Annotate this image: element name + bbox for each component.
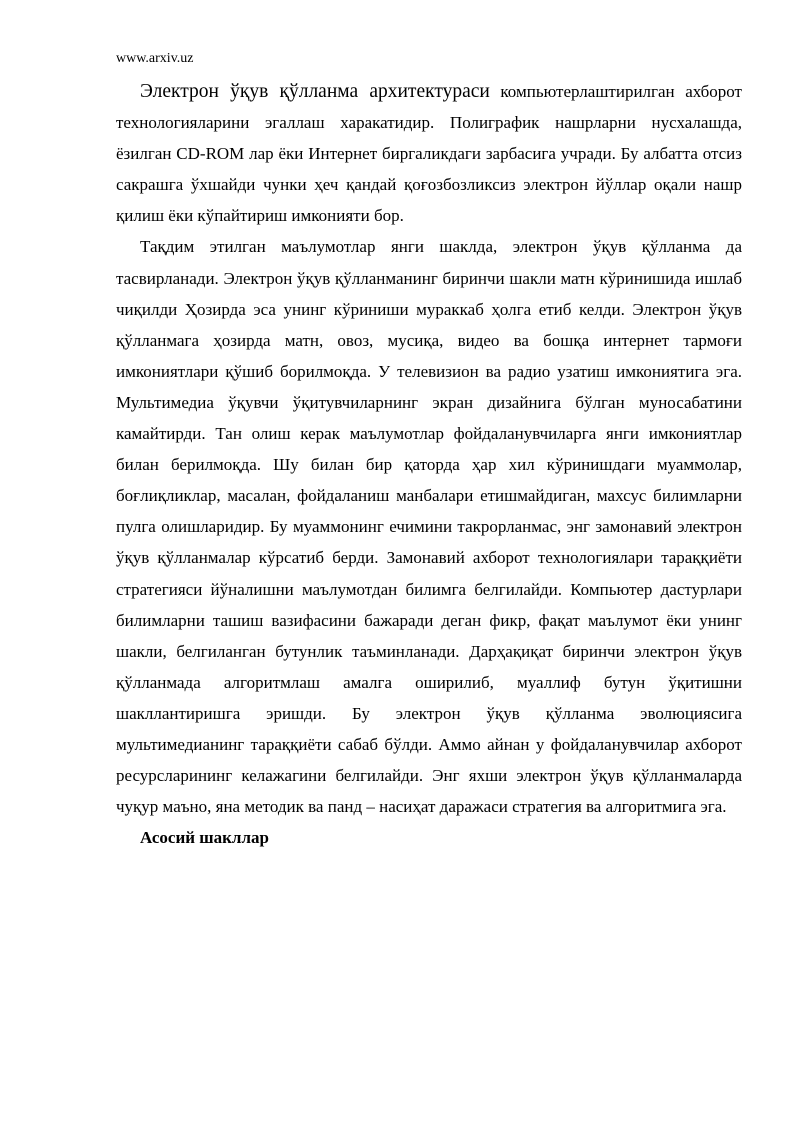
paragraph-1-lead: Электрон ўқув қўлланма архитектураси	[140, 81, 490, 102]
document-body	[116, 76, 742, 853]
paragraph-2-text: Тақдим этилган маълумотлар янги шаклда, электрон ўқув қўлланма да тасвирланади. Электрон ўқув қўлланманинг биринчи шакли матн кўринишида ишлаб чиқилди Ҳозирда эса унинг кўриниши мураккаб ҳолга етиб келди. Электрон ўқув қўлланмага ҳозирда матн, овоз, мусиқа, видео ва бошқа интернет тармоғи имкониятлари қўшиб борилмоқда. У телевизион ва радио узатиш имкониятига эга. Мультимедиа ўқувчи ўқитувчиларнинг экран дизайнига бўлган муносабатини камайтирди. Тан олиш керак маълумотлар фойдаланувчиларга янги имкониятлар билан берилмоқда. Шу билан бир қаторда ҳар хил кўринишдаги муаммолар, боғлиқликлар, масалан, фойдаланиш манбалари етишмайдиган, махсус билимларни пулга олишларидир. Бу муаммонинг ечимини такрорланмас, энг замонавий электрон ўқув қўлланмалар кўрсатиб берди. Замонавий ахборот технологиялари тараққиёти стратегияси йўналишни маълумотдан билимга белгилайди. Компьютер дастурлари билимларни ташиш вазифасини бажаради деган фикр, фақат маълумот ёки унинг шакли, белгиланган бутунлик таъминланади. Дарҳақиқат биринчи электрон ўқув қўлланмада алгоритмлаш амалга оширилиб, муаллиф бутун ўқитишни шакллантиришга эришди. Бу электрон ўқув қўлланма эволюциясига мультимедианинг тараққиёти сабаб бўлди. Аммо айнан у фойдаланувчилар ахборот ресурсларининг келажагини белгилайди. Энг яхши электрон ўқув қўлланмаларда чуқур маъно, яна методик ва панд – насиҳат даражаси стратегия ва алгоритмига эга.	[116, 237, 742, 817]
paragraph-1	[116, 76, 742, 231]
section-heading: Асосий шакллар	[140, 828, 269, 848]
paragraph-1-text: компьютерлаштирилган ахборот технологияларини эгаллаш харакатидир. Полиграфик нашрларни нусхалашда, ёзилган CD-ROM лар ёки Интернет биргаликдаги зарбасига учради. Бу албатта отсиз сакрашга ўхшайди чунки ҳеч қандай қоғозбозликсиз электрон йўллар оқали нашр қилиш ёки кўпайтириш имконияти бор.	[116, 82, 742, 226]
paragraph-2	[116, 231, 742, 822]
source-header: www.arxiv.uz	[116, 51, 194, 66]
